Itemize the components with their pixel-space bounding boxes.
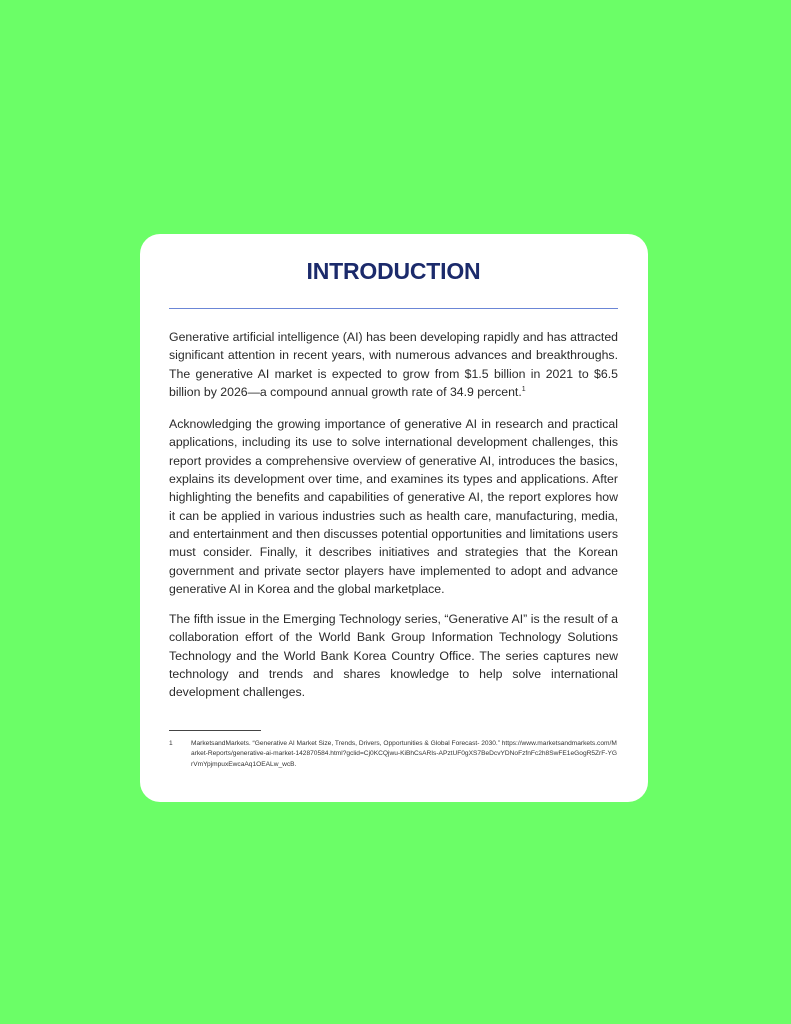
footnote-divider (169, 730, 261, 731)
footnote-number: 1 (169, 739, 173, 747)
body-text (169, 328, 618, 702)
paragraph-3: The fifth issue in the Emerging Technology series, “Generative AI” is the result of a collaboration effort of the World Bank Group Information Technology Solutions Technology and the World Bank Korea Country Office. The series captures new technology and trends and shares knowledge to help solve international development challenges. (169, 612, 618, 700)
page-title: INTRODUCTION (306, 258, 481, 284)
footnote-marker[interactable]: 1 (521, 385, 526, 393)
paragraph-1-text: Generative artificial intelligence (AI) has been developing rapidly and has attracted significant attention in recent years, with numerous advances and breakthroughs. The generative AI market is expected to grow from $1.5 billion in 2021 to $6.5 billion by 2026—a compound annual growth rate of 34.9 percent. (169, 330, 618, 399)
paragraph-2: Acknowledging the growing importance of generative AI in research and practical applications, including its use to solve international development challenges, this report provides a comprehensive overview of generative AI, introduces the basics, explains its development over time, and examines its types and applications. After highlighting the benefits and capabilities of generative AI, the report explores how it can be applied in various industries such as health care, manufacturing, media, and entertainment and then discusses potential opportunities and limitations users must consider. Finally, it describes initiatives and strategies that the Korean government and private sector players have implemented to adopt and advance generative AI in Korea and the global marketplace. (169, 417, 618, 596)
title-divider (169, 308, 618, 309)
footnote (169, 739, 618, 771)
footnote-text[interactable]: MarketsandMarkets. “Generative AI Market Size, Trends, Drivers, Opportunities & Global Forecast- 2030.” https://www.marketsandmarkets.com/Market-Reports/generative-ai-market-142870584.html?gclid=Cj0KCQjwu-KiBhCsARIs-APztUF0gXS7BeDcvYDNoFzfnFc2h8SwFE1eGogR5ZrF-YGrVmYpjmpuxEwcaAq1OEALw_wcB. (191, 739, 618, 768)
paragraph-1 (169, 328, 618, 401)
introduction-card (140, 234, 648, 802)
